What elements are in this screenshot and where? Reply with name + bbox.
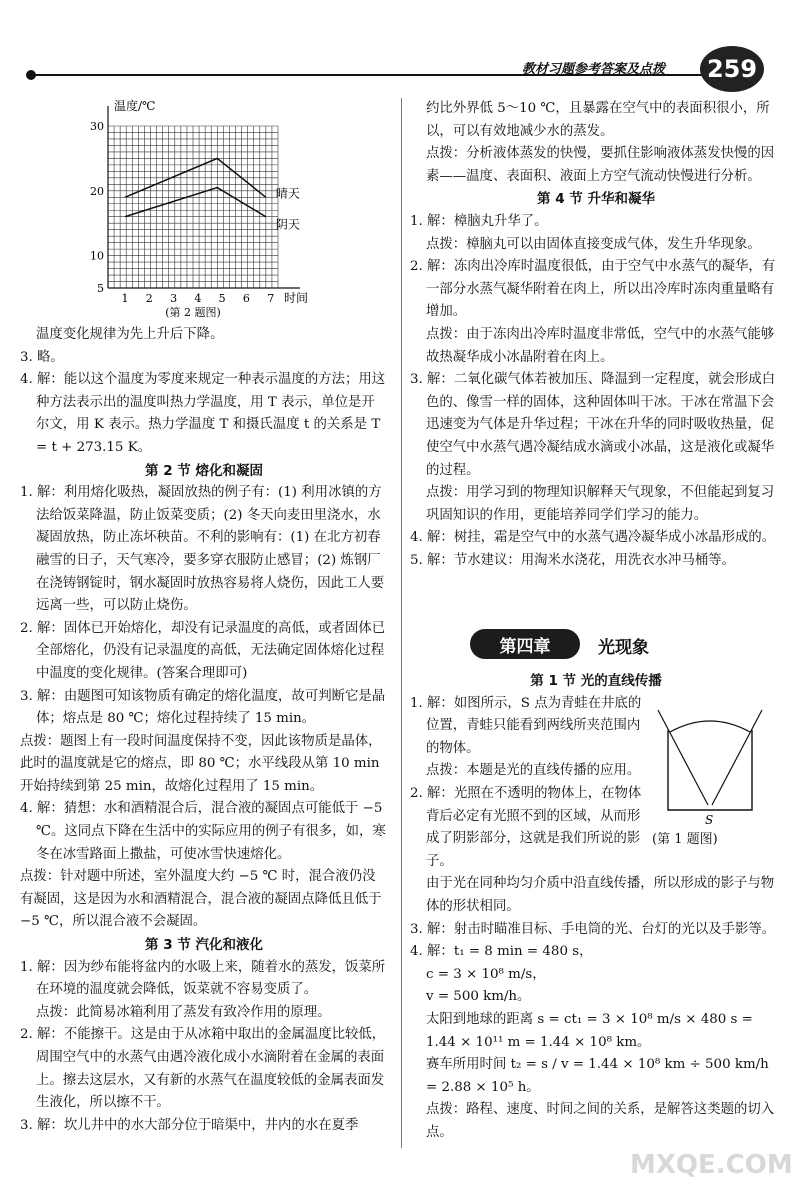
s2-answer-1: 1. 解：利用熔化吸热，凝固放热的例子有：(1) 利用冰镇的方法给饭菜降温，防止饭菜变质；(2) 冬天向麦田里浇水，水凝固放热，防止冻坏秧苗。不利的影响有：(1) 在北方初春融雪的日子，天气寒冷，要多穿衣服防止感冒；(2) 炼钢厂在浇铸钢锭时，钢水凝固时放热容易将人烧伤，因此工人要远离一些，可以防止烧伤。	[20, 485, 385, 614]
s2-answer-2: 2. 解：固体已开始熔化，却没有记录温度的高低，或者固体已全部熔化，仍没有记录温度的高低，无法确定固体熔化过程中温度的变化规律。(答案合理即可)	[20, 620, 386, 681]
well-outline	[668, 730, 752, 810]
x-tick-label: 1	[121, 292, 129, 305]
chart-conclusion: 温度变化规律为先上升后下降。	[36, 327, 224, 342]
chart-caption: (第 2 题图)	[165, 306, 221, 319]
series-label: 阴天	[275, 217, 300, 232]
left-column	[20, 324, 388, 1137]
x-tick-label: 7	[267, 292, 275, 305]
section-4-title: 第 4 节 升华和凝华	[537, 191, 655, 208]
chapter-banner	[470, 627, 690, 661]
s3-answer-1: 1. 解：因为纱布能将盆内的水吸上来，随着水的蒸发，饭菜所在环境的温度就会降低，饭菜就不容易变质了。	[20, 959, 386, 998]
x-axis-label: 时间	[284, 291, 309, 305]
view-arc	[670, 721, 750, 732]
chapter-label: 第四章	[470, 629, 580, 659]
x-tick-label: 2	[145, 292, 153, 305]
c1-answer-4-d: 太阳到地球的距离 s = ct₁ = 3 × 10⁸ m/s × 480 s = 1.44 × 10¹¹ m = 1.44 × 10⁸ km。	[426, 1011, 753, 1050]
s4-tip-3: 点拨：用学习到的物理知识解释天气现象，不但能起到复习巩固知识的作用，更能培养同学们学习的能力。	[426, 485, 775, 523]
s3-answer-3: 3. 解：坎儿井中的水大部分位于暗渠中，井内的水在夏季	[20, 1117, 359, 1133]
series-line-cloudy	[125, 188, 266, 217]
s4-tip-2: 点拨：由于冻肉出冷库时温度非常低，空气中的水蒸气能够故热凝华成小冰晶附着在肉上。	[426, 326, 775, 365]
c1-answer-3: 3. 解：射击时瞄准目标、手电筒的光、台灯的光以及手影等。	[410, 921, 776, 937]
page-number: 259	[700, 46, 764, 92]
section-3-title: 第 3 节 汽化和液化	[145, 937, 263, 954]
c1-tip-4: 点拨：路程、速度、时间之间的关系，是解答这类题的切入点。	[426, 1102, 775, 1140]
series-label: 晴天	[275, 186, 300, 201]
answer-3: 3. 略。	[20, 349, 64, 365]
header-title: 教材习题参考答案及点拨	[522, 62, 666, 77]
s4-answer-2: 2. 解：冻肉出冷库时温度很低，由于空气中水蒸气的凝华，有一部分水蒸气凝华附着在肉上，所以出冷库时冻肉重量略有增加。	[410, 259, 776, 320]
y-tick-label: 5	[97, 282, 104, 295]
fig1-caption: (第 1 题图)	[652, 832, 718, 847]
c1-answer-1: 1. 解：如图所示，S 点为青蛙在井底的位置，青蛙只能看到两线所夹范围内的物体。	[410, 695, 642, 756]
s3-tip-1: 点拨：此简易冰箱利用了蒸发有致冷作用的原理。	[36, 1004, 331, 1020]
x-tick-label: 6	[242, 292, 250, 305]
c1-tip-1: 点拨：本题是光的直线传播的应用。	[426, 763, 641, 779]
y-axis-label: 温度/℃	[114, 99, 156, 113]
s2-tip-4: 点拨：针对题中所述，室外温度大约 −5 ℃ 时，混合液仍没有凝固，这是因为水和酒精混合，混合液的凝固点降低且低于 −5 ℃，所以混合液不会凝固。	[20, 869, 382, 930]
temperature-chart	[80, 98, 330, 328]
s4-answer-5: 5. 解：节水建议：用淘米水浇花，用洗衣水冲马桶等。	[410, 552, 736, 568]
c1-answer-2: 2. 解：光照在不透明的物体上，在物体背后必定有光照不到的区域，从而形成了阴影部分，这就是我们所说的影子。	[410, 785, 642, 869]
s4-answer-3: 3. 解：二氧化碳气体若被加压、降温到一定程度，就会形成白色的、像雪一样的固体，这种固体叫干冰。干冰在常温下会迅速变为气体是升华过程；干冰在升华的同时吸收热量，促使空气中水蒸气遇冷凝结成水滴或小冰晶，这是液化或凝华的过程。	[410, 372, 776, 478]
s4-tip-1: 点拨：樟脑丸可以由固体直接变成气体，发生升华现象。	[426, 236, 761, 252]
s2-tip-3: 点拨：题图上有一段时间温度保持不变，因此该物质是晶体，此时的温度就是它的熔点，即 80 ℃；水平线段从第 10 min 开始持续到第 25 min，故熔化过程用了 15 min。	[20, 733, 382, 794]
c1-answer-4-c: v = 500 km/h。	[426, 989, 531, 1005]
s4-answer-1: 1. 解：樟脑丸升华了。	[410, 213, 548, 229]
s3-answer-2: 2. 解：不能擦干。这是由于从冰箱中取出的金属温度比较低，周围空气中的水蒸气由遇冷液化成小水滴附着在金属的表面上。擦去这层水，又有新的水蒸气在温度较低的金属表面发生液化，所以擦不干。	[20, 1027, 386, 1111]
watermark: MXQE.COM	[630, 1150, 793, 1180]
fig1-text-wrap	[410, 693, 650, 874]
c1-answer-2-cont: 由于光在同种均匀介质中沿直线传播，所以形成的影子与物体的形状相同。	[426, 876, 775, 914]
right-column	[410, 98, 782, 572]
x-tick-label: 5	[218, 292, 226, 305]
answer-4: 4. 解：能以这个温度为零度来规定一种表示温度的方法；用这种方法表示出的温度叫热力学温度，用 T 表示，单位是开尔文，用 K 表示。热力学温度 T 和摄氏温度 t 的关系是 T = t + 273.15 K。	[20, 372, 386, 455]
c1-answer-4-e: 赛车所用时间 t₂ = s / v = 1.44 × 10⁸ km ÷ 500 km/h = 2.88 × 10⁵ h。	[426, 1057, 769, 1095]
sight-line-left	[658, 710, 708, 805]
x-tick-label: 4	[194, 292, 202, 305]
well-figure	[650, 700, 790, 830]
y-tick-label: 10	[90, 249, 104, 263]
chapter-title: 光现象	[598, 638, 649, 658]
s2-answer-4: 4. 解：猜想：水和酒精混合后，混合液的凝固点可能低于 −5 ℃。这同点下降在生活中的实际应用的例子有很多，如，寒冬在冰雪路面上撒盐，可使冰雪快速熔化。	[20, 801, 386, 862]
s3-tip-3: 点拨：分析液体蒸发的快慢，要抓住影响液体蒸发快慢的因素——温度、表面积、液面上方空气流动快慢进行分析。	[426, 146, 775, 184]
chapter4-section-1-title: 第 1 节 光的直线传播	[530, 673, 662, 689]
y-tick-label: 30	[90, 120, 104, 133]
s4-answer-4: 4. 解：树挂，霜是空气中的水蒸气遇冷凝华成小冰晶形成的。	[410, 530, 776, 546]
x-tick-label: 3	[170, 292, 178, 305]
sight-line-right	[712, 710, 762, 805]
y-tick-label: 20	[90, 184, 104, 198]
s2-answer-3: 3. 解：由题图可知该物质有确定的熔化温度，故可判断它是晶体；熔点是 80 ℃；熔化过程持续了 15 min。	[20, 688, 386, 727]
c1-answer-4-a: 4. 解：t₁ = 8 min = 480 s，	[410, 944, 593, 960]
point-s-label: S	[705, 813, 714, 827]
s3-answer-3-continued: 约比外界低 5～10 ℃，且暴露在空气中的表面积很小，所以，可以有效地减少水的蒸发。	[426, 101, 770, 139]
column-divider	[401, 98, 402, 1148]
section-2-title: 第 2 节 熔化和凝固	[145, 462, 263, 479]
c1-answer-4-b: c = 3 × 10⁸ m/s，	[426, 966, 546, 982]
